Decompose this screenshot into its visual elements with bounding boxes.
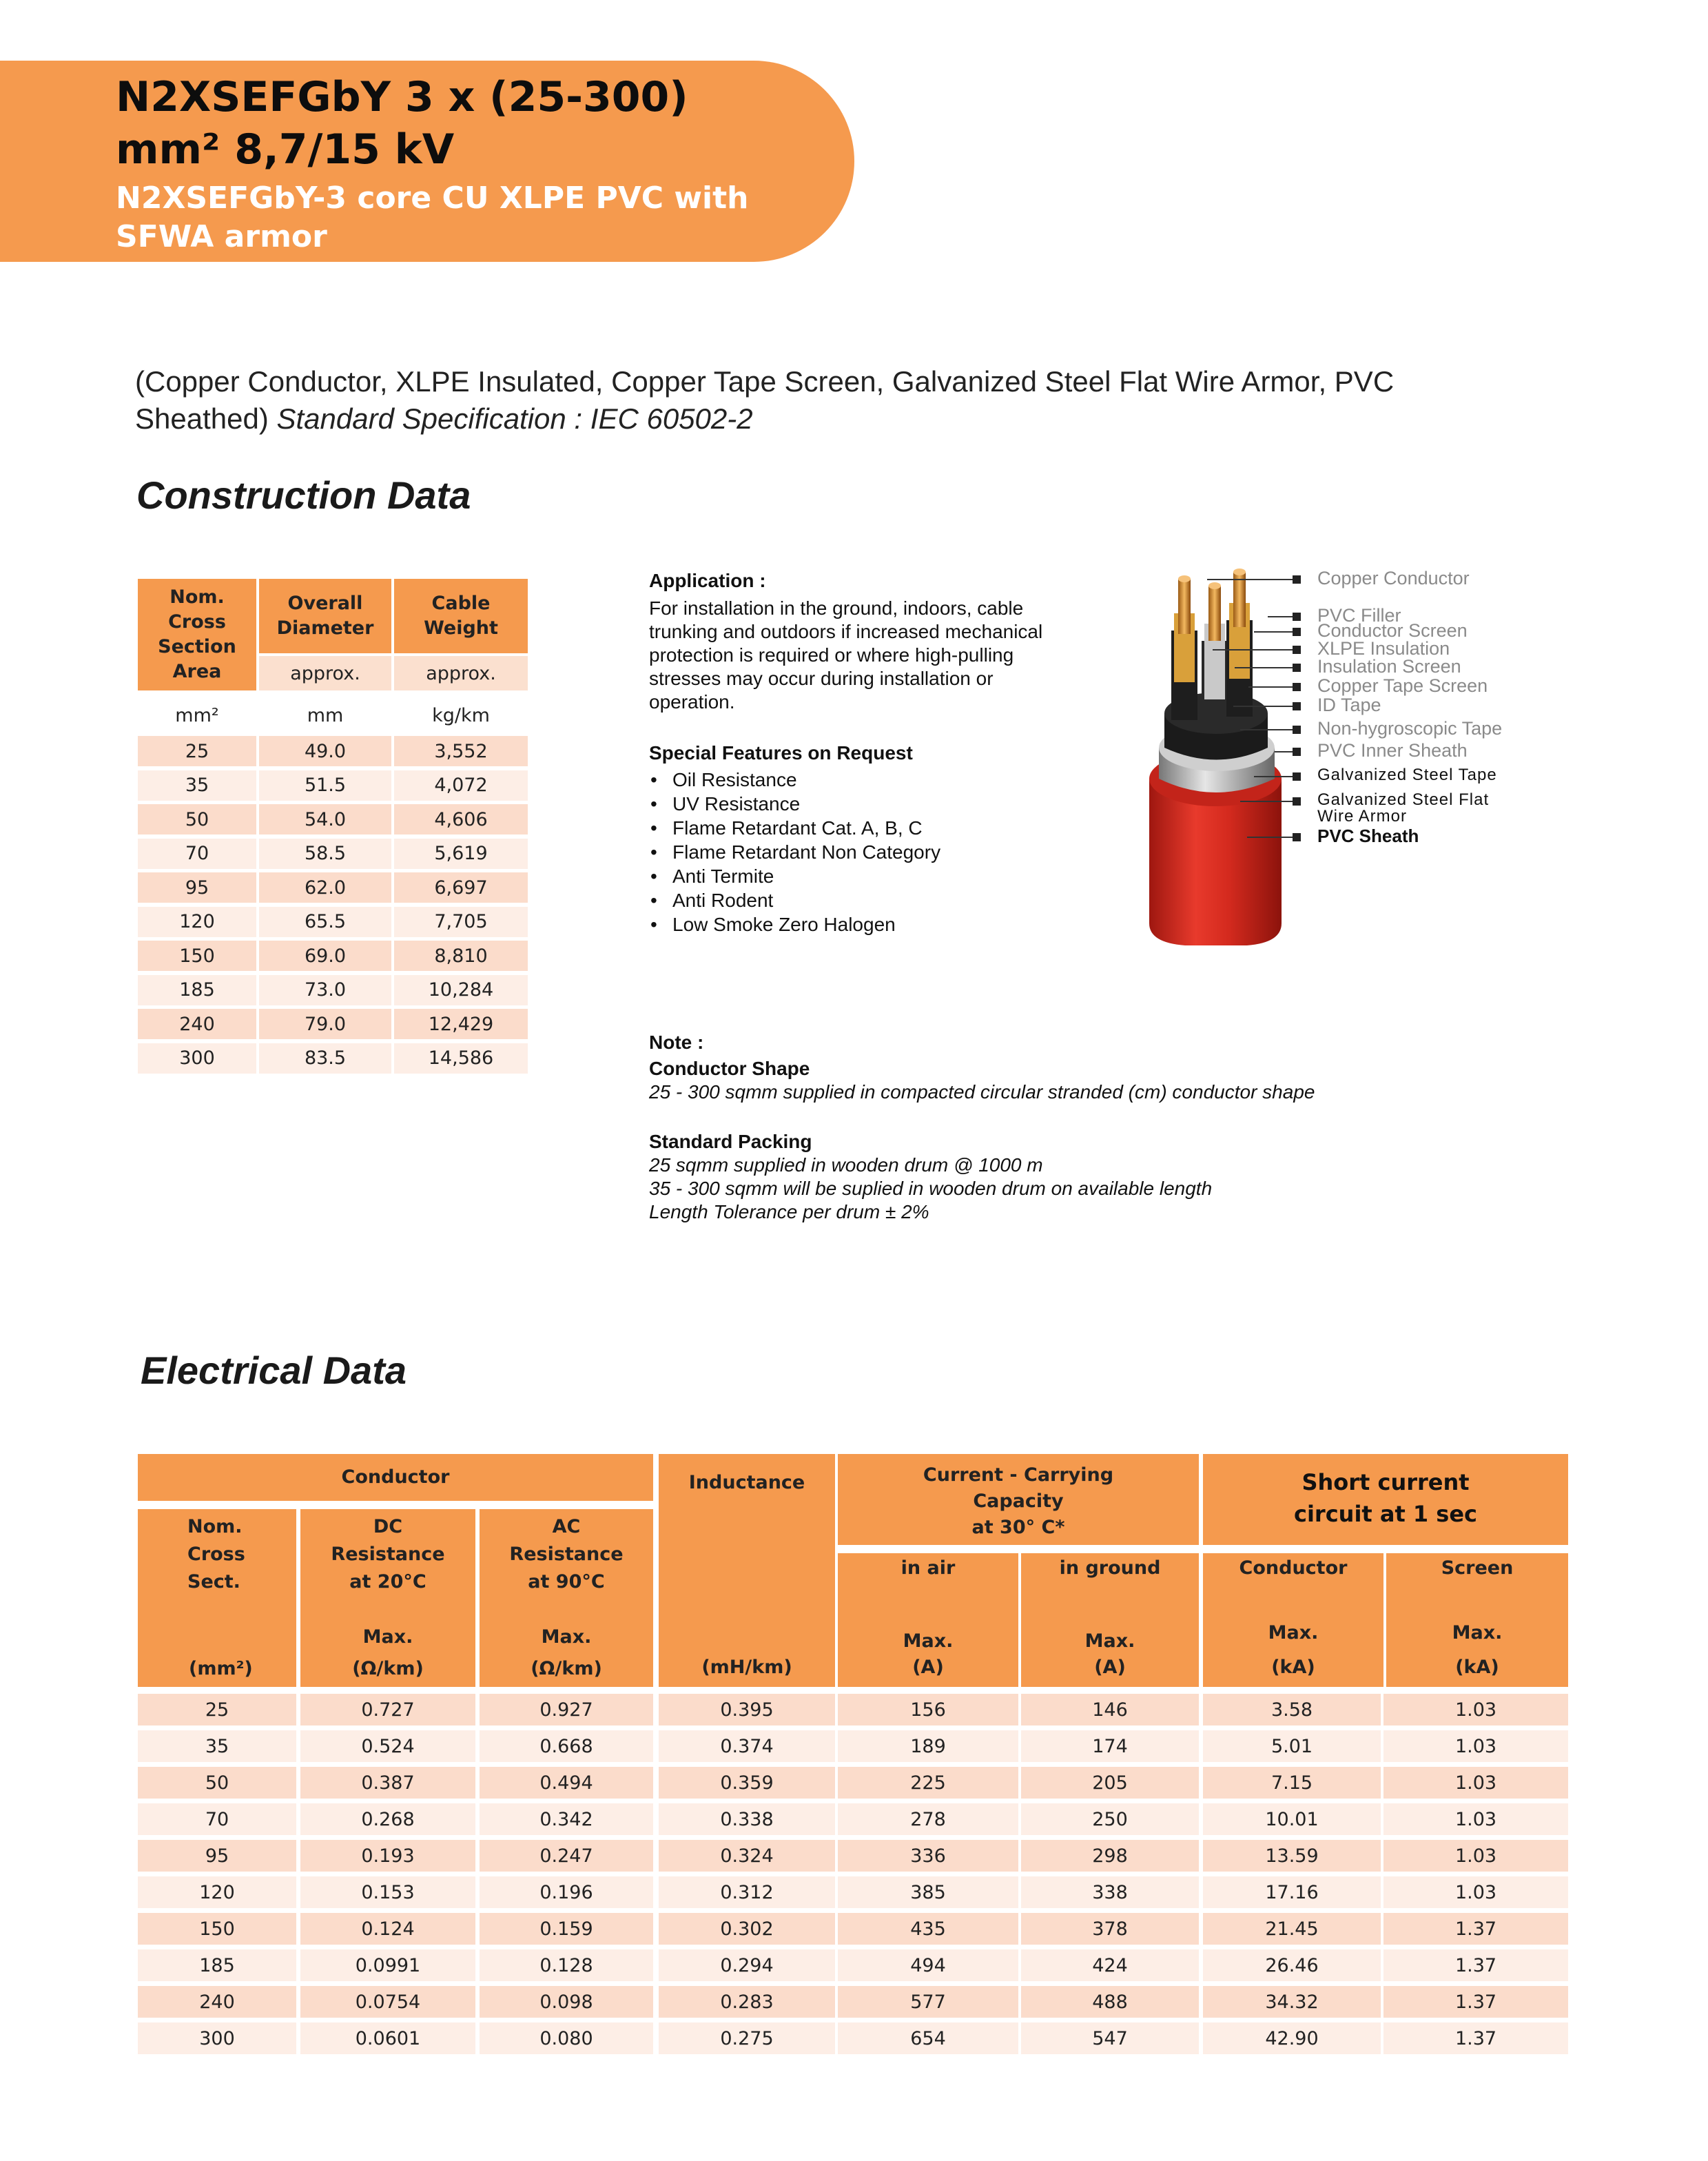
table-cell: 0.080 [480,2022,653,2054]
table-cell: 1.03 [1383,1730,1568,1762]
table-cell: 70 [138,839,256,869]
shape-heading: Conductor Shape [649,1058,810,1079]
unit-label: (Ω/km) [352,1658,424,1679]
table-cell: 7,705 [394,907,528,937]
bullet-icon: • [650,769,657,790]
application-heading: Application : [649,570,766,591]
cable-label: ID Tape [1317,695,1381,715]
packing-line: 35 - 300 sqmm will be suplied in wooden drum on available length [649,1178,1213,1199]
standard-spec: Standard Specification : IEC 60502-2 [276,402,753,435]
leader-dot [1293,726,1301,734]
shape-text: 25 - 300 sqmm supplied in compacted circular stranded (cm) conductor shape [649,1081,1315,1103]
table-cell: 6,697 [394,872,528,903]
table-cell: 156 [838,1694,1018,1725]
group-inductance: Inductance (mH/km) [659,1454,835,1687]
intro-line2-text: Sheathed) [135,402,277,435]
table-cell: 5.01 [1203,1730,1381,1762]
table-cell: 336 [838,1840,1018,1872]
cable-label: Non-hygroscopic Tape [1317,718,1503,739]
leader-line [1213,649,1295,651]
leader-line [1254,776,1295,777]
table-cell: 0.668 [480,1730,653,1762]
table-cell: 0.0601 [300,2022,475,2054]
table-cell: 0.275 [659,2022,835,2054]
feature-item: Flame Retardant Non Category [672,841,941,863]
table-cell: 73.0 [259,975,391,1005]
unit-label: mm [307,704,344,726]
table-cell: 3.58 [1203,1694,1381,1725]
product-title-line1: N2XSEFGbY 3 x (25-300) [116,73,688,121]
table-cell: 577 [838,1986,1018,2018]
cable-label: PVC Filler [1317,605,1401,626]
leader-line [1240,729,1295,730]
table-cell: 54.0 [259,804,391,834]
table-cell: 298 [1021,1840,1199,1872]
table-cell: 0.294 [659,1949,835,1981]
cable-label: PVC Sheath [1317,826,1419,846]
table-cell: 13.59 [1203,1840,1381,1872]
approx-diameter: approx. [259,656,391,690]
table-cell: 21.45 [1203,1913,1381,1945]
leader-dot [1293,646,1301,654]
cable-label: Galvanized Steel Flat [1317,790,1490,809]
cable-label: PVC Inner Sheath [1317,740,1468,761]
table-cell: 51.5 [259,770,391,801]
approx-weight: approx. [394,656,528,690]
header-nom-area: Nom. Cross Section Area [138,579,256,690]
table-cell: 300 [138,2022,296,2054]
group-conductor: Conductor [138,1454,653,1501]
feature-item: Anti Rodent [672,890,774,911]
table-cell: 79.0 [259,1009,391,1039]
feature-item: Flame Retardant Cat. A, B, C [672,817,923,839]
cable-label: Copper Tape Screen [1317,675,1488,696]
table-cell: 205 [1021,1767,1199,1799]
table-cell: 50 [138,1767,296,1799]
table-cell: 8,810 [394,941,528,971]
table-cell: 49.0 [259,736,391,766]
table-cell: 0.128 [480,1949,653,1981]
application-line: operation. [649,691,735,713]
product-subtitle-line1: N2XSEFGbY-3 core CU XLPE PVC with [116,181,749,216]
table-cell: 150 [138,1913,296,1945]
table-cell: 4,606 [394,804,528,834]
table-cell: 0.0991 [300,1949,475,1981]
table-cell: 0.196 [480,1876,653,1908]
leader-line [1235,667,1295,668]
sub-header-title: Screen [1441,1557,1514,1579]
table-cell: 189 [838,1730,1018,1762]
electrical-title: Electrical Data [141,1349,407,1392]
table-cell: 225 [838,1767,1018,1799]
table-cell: 34.32 [1203,1986,1381,2018]
table-cell: 62.0 [259,872,391,903]
leader-dot [1293,797,1301,806]
table-cell: 435 [838,1913,1018,1945]
sub-header [1021,1553,1199,1687]
table-cell: 0.247 [480,1840,653,1872]
table-cell: 17.16 [1203,1876,1381,1908]
group-current: Current - Carrying Capacity at 30° C* [838,1454,1199,1545]
leader-line [1207,579,1295,580]
table-cell: 120 [138,1876,296,1908]
table-cell: 95 [138,872,256,903]
table-cell: 35 [138,1730,296,1762]
leader-line [1268,616,1295,617]
leader-line [1254,631,1295,633]
table-cell: 25 [138,736,256,766]
table-cell: 240 [138,1986,296,2018]
max-label: Max. [1268,1622,1319,1643]
intro-line2 [135,402,753,436]
table-cell: 14,586 [394,1043,528,1074]
table-cell: 1.37 [1383,2022,1568,2054]
application-line: stresses may occur during installation or [649,668,994,689]
feature-item: UV Resistance [672,793,801,815]
table-cell: 0.124 [300,1913,475,1945]
cable-label: XLPE Insulation [1317,638,1450,659]
table-cell: 0.159 [480,1913,653,1945]
table-cell: 0.0754 [300,1986,475,2018]
sub-header [480,1509,653,1687]
table-cell: 1.03 [1383,1803,1568,1835]
feature-item: Oil Resistance [672,769,797,790]
application-line: For installation in the ground, indoors, cable [649,597,1024,619]
table-cell: 0.359 [659,1767,835,1799]
table-cell: 0.395 [659,1694,835,1725]
table-cell: 26.46 [1203,1949,1381,1981]
unit-label: mm² [175,704,219,726]
header-cable-weight: Cable Weight [394,579,528,653]
unit-label: (A) [1094,1657,1126,1678]
table-cell: 1.03 [1383,1694,1568,1725]
table-cell: 0.283 [659,1986,835,2018]
product-subtitle-line2: SFWA armor [116,219,327,254]
features-heading: Special Features on Request [649,742,913,764]
note-heading: Note : [649,1032,704,1053]
table-cell: 4,072 [394,770,528,801]
unit-label: kg/km [432,704,490,726]
feature-item: Low Smoke Zero Halogen [672,914,896,935]
table-cell: 654 [838,2022,1018,2054]
table-cell: 424 [1021,1949,1199,1981]
sub-header [138,1509,296,1687]
table-cell: 0.338 [659,1803,835,1835]
table-cell: 0.494 [480,1767,653,1799]
table-cell: 0.098 [480,1986,653,2018]
bullet-icon: • [650,841,657,863]
bullet-icon: • [650,890,657,911]
table-cell: 120 [138,907,256,937]
sub-header-title: in ground [1059,1557,1161,1579]
table-cell: 42.90 [1203,2022,1381,2054]
sub-header-title: AC Resistance at 90°C [509,1516,624,1592]
table-cell: 1.03 [1383,1876,1568,1908]
table-cell: 10.01 [1203,1803,1381,1835]
max-label: Max. [1084,1630,1135,1652]
leader-line [1248,686,1295,688]
table-cell: 0.524 [300,1730,475,1762]
sub-header [1203,1553,1383,1687]
unit-label: (kA) [1455,1657,1499,1678]
table-cell: 3,552 [394,736,528,766]
table-cell: 83.5 [259,1043,391,1074]
table-cell: 378 [1021,1913,1199,1945]
construction-title: Construction Data [136,473,471,517]
table-cell: 95 [138,1840,296,1872]
table-cell: 12,429 [394,1009,528,1039]
table-cell: 0.387 [300,1767,475,1799]
table-cell: 185 [138,1949,296,1981]
application-line: trunking and outdoors if increased mechanical [649,621,1043,642]
table-cell: 25 [138,1694,296,1725]
table-cell: 35 [138,770,256,801]
leader-dot [1293,628,1301,636]
max-label: Max. [1452,1622,1503,1643]
bullet-icon: • [650,914,657,935]
table-cell: 0.342 [480,1803,653,1835]
cable-label: Galvanized Steel Tape [1317,766,1497,784]
table-cell: 1.03 [1383,1767,1568,1799]
unit-label: (A) [912,1657,944,1678]
table-cell: 240 [138,1009,256,1039]
table-cell: 494 [838,1949,1018,1981]
sub-header [1386,1553,1568,1687]
table-cell: 5,619 [394,839,528,869]
cable-illustration [1144,565,1302,951]
cable-label: Insulation Screen [1317,656,1461,677]
table-cell: 385 [838,1876,1018,1908]
table-cell: 338 [1021,1876,1199,1908]
table-cell: 1.37 [1383,1986,1568,2018]
sub-header-title: Nom. Cross Sect. [187,1516,245,1592]
table-cell: 1.03 [1383,1840,1568,1872]
table-cell: 185 [138,975,256,1005]
sub-header [300,1509,475,1687]
leader-dot [1293,702,1301,710]
table-cell: 0.727 [300,1694,475,1725]
bullet-icon: • [650,793,657,815]
table-cell: 0.193 [300,1840,475,1872]
header-overall-diameter: Overall Diameter [259,579,391,653]
sub-header [838,1553,1018,1687]
max-label: Max. [903,1630,954,1652]
leader-dot [1293,748,1301,756]
cable-label: Copper Conductor [1317,568,1470,588]
table-cell: 1.37 [1383,1949,1568,1981]
max-label: Max. [362,1626,413,1648]
table-cell: 70 [138,1803,296,1835]
packing-line: 25 sqmm supplied in wooden drum @ 1000 m [649,1154,1043,1176]
table-cell: 174 [1021,1730,1199,1762]
table-cell: 69.0 [259,941,391,971]
application-line: protection is required or where high-pulling [649,644,1014,666]
leader-dot [1293,664,1301,672]
leader-line [1240,801,1295,802]
max-label: Max. [541,1626,592,1648]
packing-line: Length Tolerance per drum ± 2% [649,1201,929,1222]
table-cell: 50 [138,804,256,834]
unit-label: (mm²) [189,1658,253,1679]
sub-header-title: DC Resistance at 20°C [331,1516,445,1592]
table-cell: 7.15 [1203,1767,1381,1799]
table-cell: 300 [138,1043,256,1074]
sub-header-title: in air [901,1557,956,1579]
table-cell: 1.37 [1383,1913,1568,1945]
leader-line [1233,706,1295,707]
cable-label: Conductor Screen [1317,620,1468,641]
table-cell: 488 [1021,1986,1199,2018]
leader-dot [1293,772,1301,781]
table-cell: 0.312 [659,1876,835,1908]
table-cell: 146 [1021,1694,1199,1725]
table-cell: 0.268 [300,1803,475,1835]
bullet-icon: • [650,817,657,839]
unit-label: (Ω/km) [531,1658,602,1679]
table-cell: 65.5 [259,907,391,937]
leader-line [1247,837,1295,838]
table-cell: 278 [838,1803,1018,1835]
intro-line1: (Copper Conductor, XLPE Insulated, Copper Tape Screen, Galvanized Steel Flat Wire Armor, PVC [135,365,1395,398]
cable-label: Wire Armor [1317,807,1407,826]
packing-heading: Standard Packing [649,1131,812,1152]
table-cell: 0.374 [659,1730,835,1762]
product-title-line2: mm² 8,7/15 kV [116,125,455,174]
feature-item: Anti Termite [672,866,774,887]
group-short-circuit: Short current circuit at 1 sec [1203,1454,1568,1545]
table-cell: 547 [1021,2022,1199,2054]
table-cell: 0.153 [300,1876,475,1908]
table-cell: 0.927 [480,1694,653,1725]
sub-header-title: Conductor [1239,1557,1348,1579]
leader-dot [1293,613,1301,621]
table-cell: 250 [1021,1803,1199,1835]
unit-label: (mH/km) [701,1657,792,1678]
leader-dot [1293,683,1301,691]
table-cell: 0.302 [659,1913,835,1945]
unit-label: (kA) [1271,1657,1315,1678]
table-cell: 58.5 [259,839,391,869]
bullet-icon: • [650,866,657,887]
table-cell: 10,284 [394,975,528,1005]
leader-dot [1293,833,1301,841]
leader-dot [1293,575,1301,584]
table-cell: 150 [138,941,256,971]
table-cell: 0.324 [659,1840,835,1872]
